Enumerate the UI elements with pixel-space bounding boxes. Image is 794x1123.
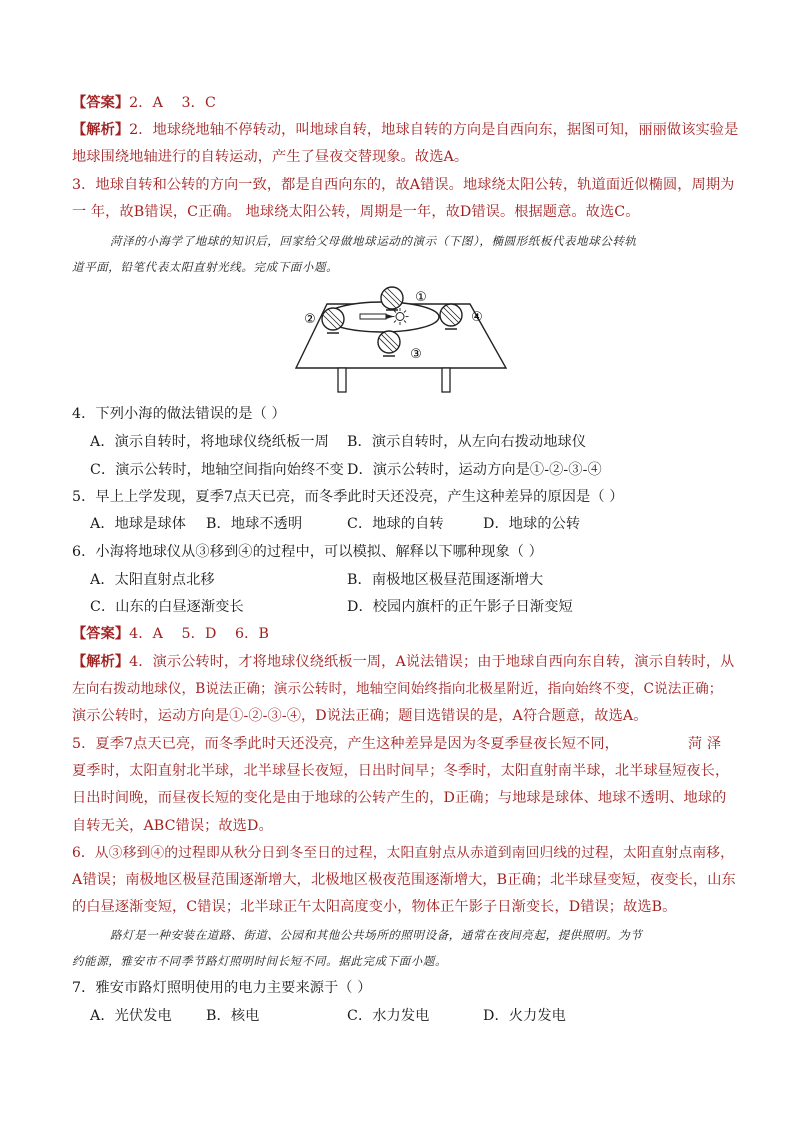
analysis-line: 地球围绕地轴进行的自转运动，产生了昼夜交替现象。故选A。: [72, 149, 469, 165]
earth-demo-figure: [292, 286, 512, 396]
material-intro: 道平面，铅笔代表太阳直射光线。完成下面小题。: [72, 260, 339, 274]
option-d: D．演示公转时，运动方向是①-②-③-④: [347, 462, 602, 478]
option-b: B．南极地区极昼范围逐渐增大: [347, 572, 544, 588]
question-stem: 5．早上上学发现，夏季7点天已亮，而冬季此时天还没亮，产生这种差异的原因是（ ）: [72, 489, 624, 505]
analysis-line: A错误；南极地区极昼范围逐渐增大，北极地区极夜范围逐渐增大，B正确；北半球昼变短，夜变长，山东: [72, 872, 736, 888]
analysis-line: 左向右拨动地球仪，B说法正确；演示公转时，地轴空间始终指向北极星附近，指向始终不变，C说法正确；: [72, 681, 723, 697]
option-b: B．演示自转时，从左向右拨动地球仪: [347, 434, 587, 450]
option-c: C．地球的自转: [347, 516, 444, 532]
analysis-text: 菏 泽: [688, 736, 722, 752]
analysis-line: [72, 121, 739, 139]
analysis-text: 2．地球绕地轴不停转动，叫地球自转，地球自转的方向是自西向东，据图可知，丽丽做该实验是: [129, 122, 739, 138]
option-d: D．校园内旗杆的正午影子日渐变短: [347, 599, 573, 615]
option-d: D．火力发电: [483, 1008, 566, 1024]
answer-tag: 【答案】: [72, 95, 130, 111]
option-a: A．太阳直射点北移: [90, 572, 215, 588]
answer-text: 4．A 5．D 6．B: [129, 626, 269, 642]
material-intro: 路灯是一种安装在道路、街道、公园和其他公共场所的照明设备，通常在夜间亮起，提供照明。为节: [110, 928, 643, 942]
material-intro: 约能源，雅安市不同季节路灯照明时间长短不同。据此完成下面小题。: [72, 954, 448, 968]
analysis-line: 自转无关，ABC错误；故选D。: [72, 818, 273, 834]
table-leg-left: [338, 368, 346, 392]
analysis-tag: 【解析】: [72, 654, 130, 670]
option-c: C．山东的白昼逐渐变长: [90, 599, 244, 615]
answer-text: 2．A 3．C: [129, 95, 216, 111]
position-label: ④: [471, 310, 483, 325]
answer-tag: 【答案】: [72, 626, 130, 642]
analysis-line: 日出时间晚，而昼夜长短的变化是由于地球的公转产生的，D正确；与地球是球体、地球不透明、地球的: [72, 790, 727, 806]
question-stem: 4．下列小海的做法错误的是（ ）: [72, 406, 286, 422]
option-c: C．水力发电: [347, 1008, 430, 1024]
option-a: A．光伏发电: [90, 1008, 172, 1024]
option-a: A．演示自转时，将地球仪绕纸板一周: [90, 434, 329, 450]
option-d: D．地球的公转: [483, 516, 581, 532]
table-leg-right: [442, 368, 450, 392]
option-c: C．演示公转时，地轴空间指向始终不变: [90, 462, 344, 478]
option-b: B．核电: [206, 1008, 260, 1024]
analysis-line: 一 年，故B错误，C正确。 地球绕太阳公转，周期是一年，故D错误。根据题意。故选C。: [72, 204, 640, 220]
analysis-line: [72, 653, 735, 671]
question-stem: 7．雅安市路灯照明使用的电力主要来源于（ ）: [72, 980, 372, 996]
position-label: ①: [415, 290, 427, 305]
pencil: [360, 314, 386, 319]
analysis-line: 演示公转时，运动方向是①-②-③-④，D说法正确；题目选错误的是，A符合题意，故选A。: [72, 708, 648, 724]
analysis-tag: 【解析】: [72, 122, 130, 138]
analysis-line: 3．地球自转和公转的方向一致，都是自西向东的，故A错误。地球绕太阳公转，轨道面近似椭圆，周期为: [72, 177, 735, 193]
analysis-line: 6．从③移到④的过程即从秋分日到冬至日的过程，太阳直射点从赤道到南回归线的过程，太阳直射点南移，: [72, 845, 735, 861]
position-label: ③: [410, 347, 422, 362]
analysis-text: 4．演示公转时，才将地球仪绕纸板一周，A说法错误；由于地球自西向东自转，演示自转时，从: [129, 654, 735, 670]
answer-line-2: [72, 625, 724, 643]
option-a: A．地球是球体: [90, 516, 187, 532]
answer-line-1: [72, 94, 724, 112]
position-label: ②: [304, 312, 316, 327]
globe-icon: [381, 287, 403, 310]
analysis-line: [72, 735, 724, 753]
material-intro: 菏泽的小海学了地球的知识后，回家给父母做地球运动的演示（下图），椭圆形纸板代表地球公转轨: [110, 234, 637, 248]
analysis-line: 夏季时，太阳直射北半球，北半球昼长夜短，日出时间早；冬季时，太阳直射南半球，北半球昼短夜长，: [72, 763, 730, 779]
analysis-text: 5．夏季7点天已亮，而冬季此时天还没亮，产生这种差异是因为冬夏季昼夜长短不同，: [72, 736, 619, 752]
question-stem: 6．小海将地球仪从③移到④的过程中，可以模拟、解释以下哪种现象（ ）: [72, 544, 543, 560]
option-b: B．地球不透明: [206, 516, 303, 532]
analysis-line: 的白昼逐渐变短，C错误；北半球正午太阳高度变小，物体正午影子日渐变长，D错误；故选B。: [72, 899, 677, 915]
